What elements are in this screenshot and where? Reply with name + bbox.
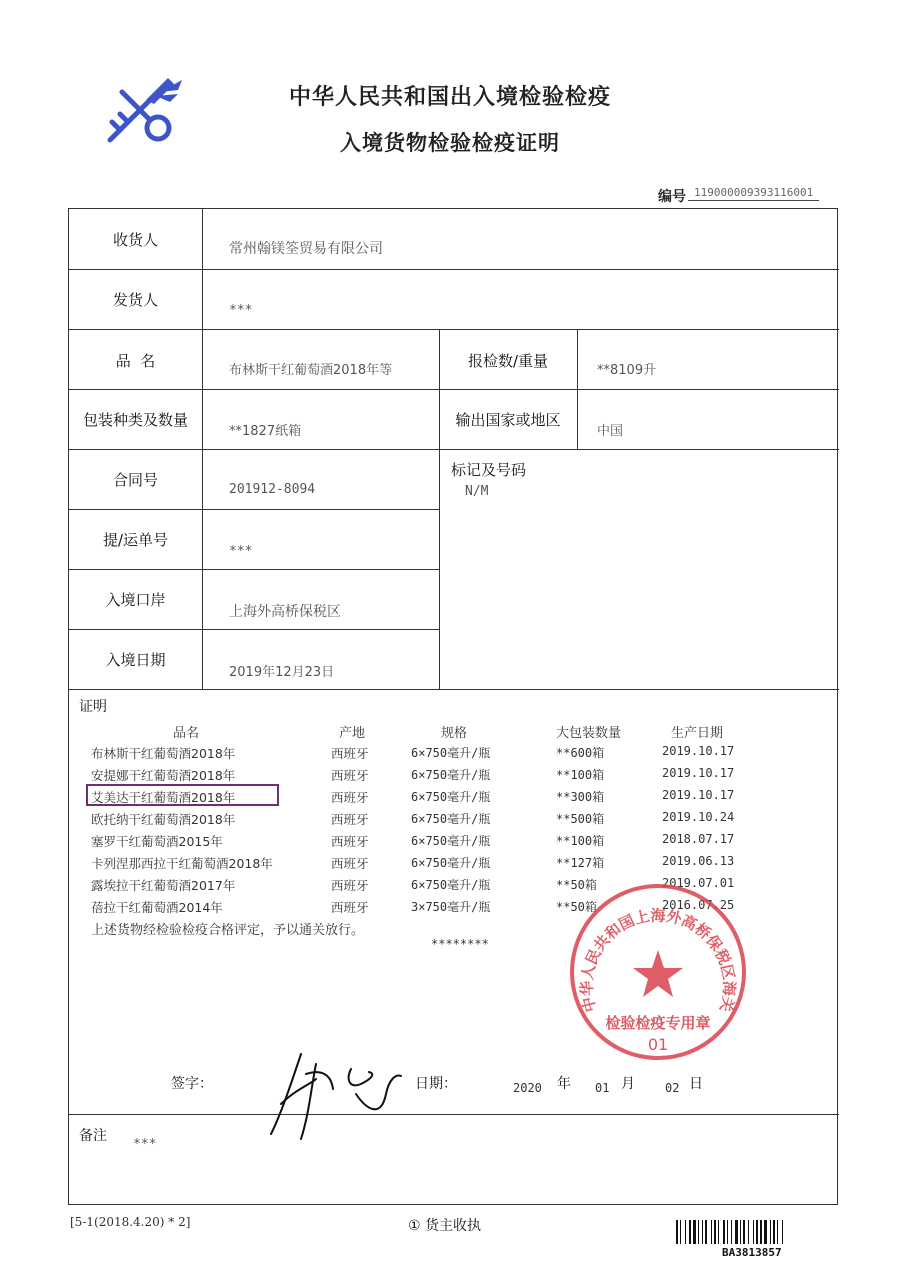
sign-month: 01	[595, 1081, 610, 1095]
row-origin: 西班牙	[331, 856, 369, 871]
year-unit: 年	[557, 1076, 571, 1092]
svg-text:01: 01	[647, 1035, 669, 1054]
entry-date-label: 入境日期	[105, 651, 166, 669]
port-label: 入境口岸	[105, 591, 166, 609]
sign-label: 签字：	[171, 1076, 213, 1092]
row-divider	[69, 389, 839, 390]
consignor-value: ***	[229, 303, 253, 318]
origin-value: 中国	[597, 424, 624, 439]
certification-statement: 上述货物经检验检疫合格评定，予以通关放行。	[91, 923, 365, 938]
column-header: 生产日期	[671, 726, 724, 741]
row-divider	[69, 1114, 839, 1115]
quantity-value: **8109升	[597, 363, 657, 378]
svg-text:中华人民共和国上海外高桥保税区海关: 中华人民共和国上海外高桥保税区海关	[577, 906, 739, 1014]
column-header: 产地	[339, 726, 366, 741]
row-origin: 西班牙	[331, 790, 369, 805]
title-line-2: 入境货物检验检疫证明	[340, 131, 560, 155]
row-date: 2018.07.17	[662, 832, 735, 846]
column-header: 大包装数量	[556, 726, 622, 741]
sign-day: 02	[665, 1081, 680, 1095]
cert-no-value: 119000009393116001	[688, 186, 819, 201]
svg-text:检验检疫专用章: 检验检疫专用章	[605, 1014, 711, 1032]
package-value: **1827纸箱	[229, 424, 302, 439]
row-quantity: **500箱	[556, 812, 605, 826]
row-spec: 6×750毫升/瓶	[411, 768, 491, 782]
row-date: 2019.07.01	[662, 876, 735, 890]
row-divider	[69, 329, 839, 330]
row-spec: 6×750毫升/瓶	[411, 856, 491, 870]
certificate-number	[658, 186, 814, 206]
entry-date-value: 2019年12月23日	[229, 665, 335, 680]
row-origin: 西班牙	[331, 878, 369, 893]
row-quantity: **100箱	[556, 768, 605, 782]
row-divider	[69, 629, 439, 630]
sign-year: 2020	[513, 1081, 542, 1095]
row-date: 2019.10.17	[662, 788, 735, 802]
row-origin: 西班牙	[331, 834, 369, 849]
row-date: 2019.06.13	[662, 854, 735, 868]
marks-label: 标记及号码	[451, 461, 527, 479]
row-spec: 6×750毫升/瓶	[411, 878, 491, 892]
barcode-number: BA3813857	[722, 1246, 782, 1259]
row-spec: 6×750毫升/瓶	[411, 790, 491, 804]
contract-value: 201912-8094	[229, 482, 316, 497]
consignor-label: 发货人	[112, 291, 158, 309]
row-divider	[69, 509, 439, 510]
row-quantity: **100箱	[556, 834, 605, 848]
consignee-label: 收货人	[112, 231, 158, 249]
bill-label: 提/运单号	[102, 531, 169, 549]
marks-value: N/M	[465, 484, 489, 499]
row-quantity: **300箱	[556, 790, 605, 804]
row-origin: 西班牙	[331, 900, 369, 915]
product-value: 布林斯干红葡萄酒2018年等	[229, 363, 393, 378]
title-line-1: 中华人民共和国出入境检验检疫	[288, 85, 611, 110]
row-quantity: **127箱	[556, 856, 605, 870]
row-product: 布林斯干红葡萄酒2018年	[91, 746, 236, 761]
quantity-label: 报检数/重量	[467, 352, 549, 370]
stars-line: ********	[431, 937, 489, 951]
row-date: 2019.10.17	[662, 744, 735, 758]
col-divider	[202, 209, 203, 689]
remarks-label: 备注	[79, 1128, 107, 1144]
row-product: 安提娜干红葡萄酒2018年	[91, 768, 236, 783]
row-product: 塞罗干红葡萄酒2015年	[91, 834, 223, 849]
row-product: 露埃拉干红葡萄酒2017年	[91, 878, 236, 893]
row-product: 蓓拉干红葡萄酒2014年	[91, 900, 223, 915]
official-seal-stamp	[568, 882, 748, 1062]
row-divider	[69, 689, 839, 690]
col-divider	[439, 329, 440, 689]
row-divider	[69, 569, 439, 570]
col-divider	[577, 329, 578, 449]
row-date: 2019.10.17	[662, 766, 735, 780]
row-divider	[69, 269, 839, 270]
package-label: 包装种类及数量	[82, 411, 188, 429]
contract-label: 合同号	[112, 471, 158, 489]
origin-label: 输出国家或地区	[455, 411, 561, 429]
column-header: 规格	[441, 726, 468, 741]
date-label: 日期：	[415, 1076, 457, 1092]
row-product: 欧托纳干红葡萄酒2018年	[91, 812, 236, 827]
row-spec: 3×750毫升/瓶	[411, 900, 491, 914]
row-product: 艾美达干红葡萄酒2018年	[91, 790, 236, 805]
day-unit: 日	[689, 1076, 703, 1092]
row-spec: 6×750毫升/瓶	[411, 812, 491, 826]
product-label: 品 名	[115, 352, 156, 370]
row-date: 2019.10.24	[662, 810, 735, 824]
row-date: 2016.07.25	[662, 898, 735, 912]
row-origin: 西班牙	[331, 768, 369, 783]
consignee-value: 常州翰镁筌贸易有限公司	[229, 241, 383, 257]
month-unit: 月	[621, 1076, 635, 1092]
column-header: 品名	[173, 726, 200, 741]
row-quantity: **600箱	[556, 746, 605, 760]
certification-label: 证明	[79, 699, 107, 715]
bill-value: ***	[229, 544, 253, 559]
row-spec: 6×750毫升/瓶	[411, 834, 491, 848]
row-spec: 6×750毫升/瓶	[411, 746, 491, 760]
port-value: 上海外高桥保税区	[229, 604, 341, 620]
signature-mark	[261, 1034, 411, 1144]
row-quantity: **50箱	[556, 878, 597, 892]
cert-no-label: 编号	[658, 189, 686, 205]
row-product: 卡列涅那西拉干红葡萄酒2018年	[91, 856, 273, 871]
row-origin: 西班牙	[331, 812, 369, 827]
form-code: [5-1(2018.4.20) * 2]	[70, 1215, 191, 1229]
remarks-value: ***	[133, 1137, 157, 1152]
row-divider	[69, 449, 839, 450]
row-origin: 西班牙	[331, 746, 369, 761]
highlight-box	[86, 784, 279, 806]
row-quantity: **50箱	[556, 900, 597, 914]
copy-label: ① 货主收执	[408, 1218, 482, 1234]
